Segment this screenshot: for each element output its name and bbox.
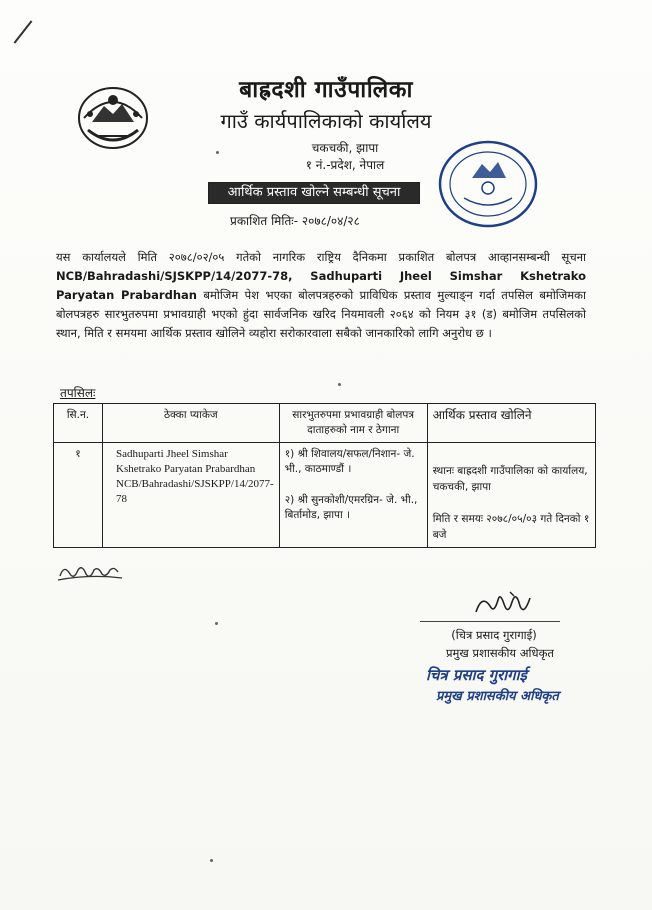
speck xyxy=(210,859,213,862)
office-address xyxy=(290,140,400,174)
notice-body-reference: NCB/Bahradashi/SJSKPP/14/2077-78, Sadhuparti Jheel Simshar Kshetrako Paryatan Prabardhan xyxy=(56,269,586,302)
signature-icon xyxy=(470,586,540,622)
header-package: ठेक्का प्याकेज xyxy=(103,404,280,443)
opening-place: स्थानः बाह्रदशी गाउँपालिका को कार्यालय, चकचकी, झापा xyxy=(432,465,588,493)
stamp-signer-role: प्रमुख प्रशासकीय अधिकृत xyxy=(436,689,559,704)
bidder-2: २) श्री सुनकोशी/एमरग्रिन- जे. भी., बिर्तामोड, झापा । xyxy=(284,494,418,521)
published-date: प्रकाशित मितिः- २०७८/०४/२८ xyxy=(230,214,360,228)
stamp-signer-name: चित्र प्रसाद गुरागाई xyxy=(426,666,527,684)
notice-body-part-1: यस कार्यालयले मिति २०७८/०२/०५ गतेको नागरिक राष्ट्रिय दैनिकमा प्रकाशित बोलपत्र आव्हानसम्बन्धी सूचना xyxy=(56,250,586,264)
notice-title: आर्थिक प्रस्ताव खोल्ने सम्बन्धी सूचना xyxy=(208,182,420,204)
notice-body-part-2: बमोजिम पेश भएका बोलपत्रहरुको प्राविधिक प्रस्ताव मुल्याङ्न गर्दा तपसिल बमोजिमका बोलपत्रहरु सारभुतरुपमा प्रभावग्राही भएको हुंदा सार्वजनिक खरिद नियमावली २०६४ को नियम ३१ (ड) बमोजिम तपसिलको स्थान, मिति र समयमा आर्थिक प्रस्ताव खोलिने व्यहोरा सरोकारवाला सबैको जानकारिको लागि अनुरोध छ । xyxy=(56,288,586,340)
header-bidders: सारभुतरुपमा प्रभावग्राही बोलपत्र दाताहरुको नाम र ठेगाना xyxy=(279,404,427,443)
speck xyxy=(215,622,218,625)
signature-line xyxy=(420,621,560,622)
address-line-2: १ नं.-प्रदेश, नेपाल xyxy=(305,158,385,172)
package-text: Sadhuparti Jheel Simshar Kshetrako Paryatan Prabardhan NCB/Bahradashi/SJSKPP/14/2077-78 xyxy=(116,448,274,505)
speck xyxy=(338,383,341,386)
cell-bidders xyxy=(279,443,427,548)
opening-time: मिति र समयः २०७८/०५/०३ गते दिनको १ बजे xyxy=(432,513,590,541)
notice-body xyxy=(56,248,586,343)
office-stamp-icon xyxy=(436,138,540,230)
schedule-table xyxy=(53,403,596,548)
signer-name: (चित्र प्रसाद गुरागाई) xyxy=(451,628,537,642)
pen-mark xyxy=(14,20,33,43)
office-subtitle: गाउँ कार्यपालिकाको कार्यालय xyxy=(220,109,432,133)
cell-sn: १ xyxy=(54,443,103,548)
header-sn: सि.न. xyxy=(54,404,103,443)
header-opening: आर्थिक प्रस्ताव खोलिने xyxy=(427,404,595,443)
address-line-1: चकचकी, झापा xyxy=(311,141,379,155)
cell-opening xyxy=(427,443,595,548)
speck xyxy=(216,151,219,154)
schedule-label: तपसिलः xyxy=(60,386,96,400)
bidder-1: १) श्री शिवालय/सफल/निशान- जे. भी., काठमाण्डौं । xyxy=(284,448,415,475)
cell-package xyxy=(103,443,280,548)
office-name: बाह्रदशी गाउँपालिका xyxy=(239,77,413,103)
uploaded-scribble-icon xyxy=(56,560,126,584)
table-row xyxy=(54,443,596,548)
table-header-row xyxy=(54,404,596,443)
signer-role: प्रमुख प्रशासकीय अधिकृत xyxy=(446,646,554,660)
